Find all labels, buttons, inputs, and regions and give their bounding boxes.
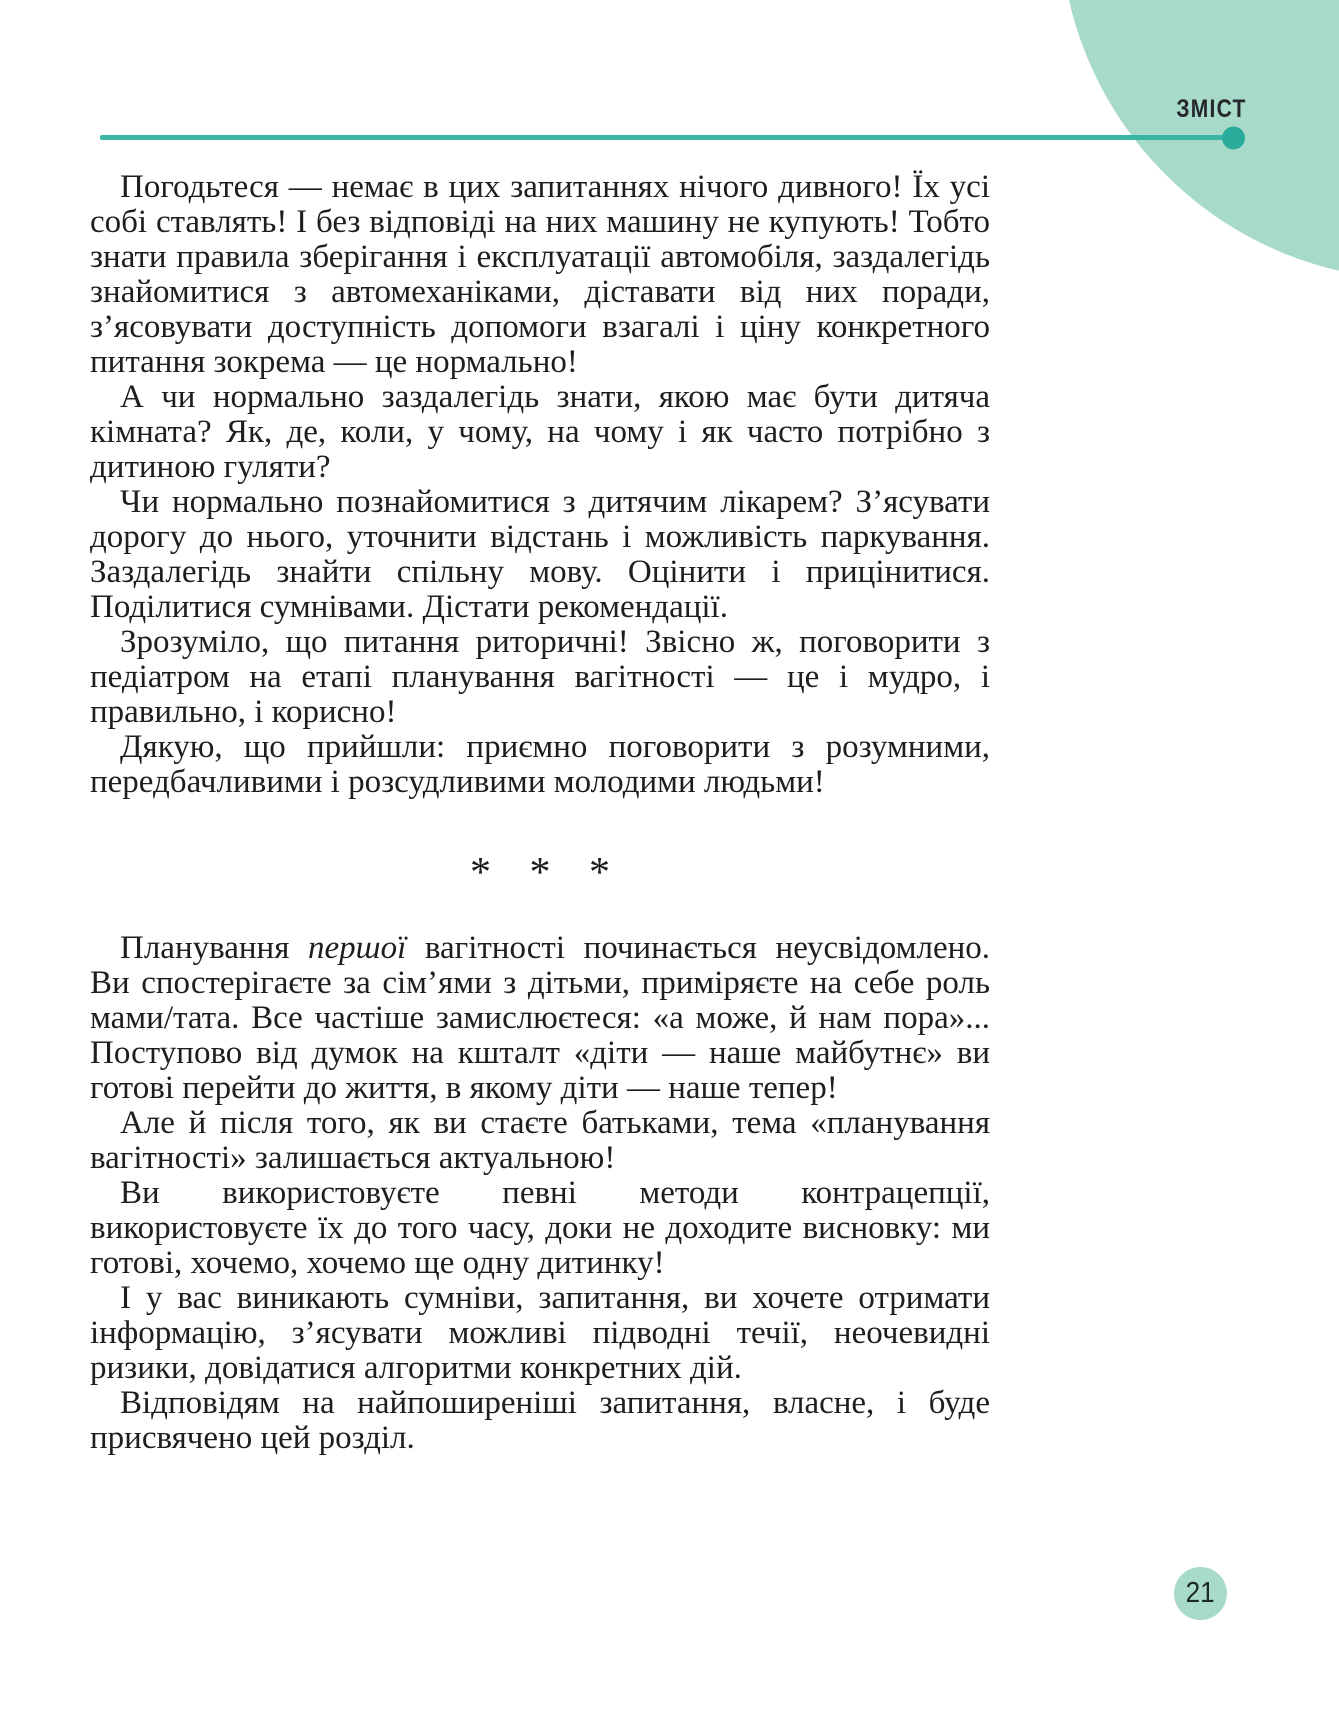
text-run: Дякую, що прийшли: приємно поговорити з розумними, передбачливими і розсудливими молодими людьми! [90, 729, 990, 800]
text-run: Зрозуміло, що питання риторичні! Звісно ж, поговорити з педіатром на етапі планування вагітності — це і мудро, і правильно, і корисно! [90, 624, 990, 730]
paragraph [90, 1281, 990, 1386]
text-run: Чи нормально познайомитися з дитячим лікарем? З’ясувати дорогу до нього, уточнити відстань і можливість паркування. Заздалегідь знайти спільну мову. Оцінити і прицінитися. Поділитися сумнівами. Дістати рекомендації. [90, 484, 990, 625]
page-number-badge [1174, 1567, 1227, 1620]
paragraph [90, 1386, 990, 1456]
text-run: Але й після того, як ви стаєте батьками, тема «планування вагітності» залишається актуальною! [90, 1105, 990, 1176]
paragraph [90, 1106, 990, 1176]
text-run: А чи нормально заздалегідь знати, якою має бути дитяча кімната? Як, де, коли, у чому, на чому і як часто потрібно з дитиною гуляти? [90, 379, 990, 485]
text-run: вагітності починається неусвідомлено. Ви спостерігаєте за сім’ями з дітьми, приміряєте на себе роль мами/тата. Все частіше замислюєтеся: «а може, й нам пора»... Поступово від думок на кшталт «діти — наше майбутнє» ви готові перейти до життя, в якому діти — наше тепер! [90, 930, 990, 1106]
text-run: І у вас виникають сумніви, запитання, ви хочете отримати інформацію, з’ясувати можливі підводні течії, неочевидні ризики, довідатися алгоритми конкретних дій. [90, 1280, 990, 1386]
paragraph [90, 1176, 990, 1281]
text-run: Планування [120, 930, 309, 966]
text-run: Ви використовуєте певні методи контрацепції, використовуєте їх до того часу, доки не доходите висновку: ми готові, хочемо, хочемо ще одну дитинку! [90, 1175, 990, 1281]
text-run: Відповідям на найпоширеніші запитання, власне, і буде присвячено цей розділ. [90, 1385, 990, 1456]
paragraph [90, 931, 990, 1106]
header-rule [100, 135, 1234, 140]
paragraph [90, 625, 990, 730]
text-run: Погодьтеся — немає в цих запитаннях нічого дивного! Їх усі собі ставлять! І без відповіді на них машину не купують! Тобто знати правила зберігання і експлуатації автомобіля, заздалегідь знайомитися з автомеханіками, діставати від них поради, з’ясовувати доступність допомоги взагалі і ціну конкретного питання зокрема — це нормально! [90, 169, 990, 380]
paragraph [90, 730, 990, 800]
paragraph [90, 485, 990, 625]
section-separator: * * * [470, 850, 624, 896]
paragraph [90, 380, 990, 485]
running-head-contents: ЗМІСТ [1176, 95, 1247, 123]
header-rule-dot [1222, 126, 1245, 149]
paragraph [90, 170, 990, 380]
article-body [90, 170, 990, 1456]
italic-text-run: першої [308, 930, 407, 966]
corner-decoration-circle [1060, 0, 1339, 280]
page-number: 21 [1185, 1577, 1216, 1609]
